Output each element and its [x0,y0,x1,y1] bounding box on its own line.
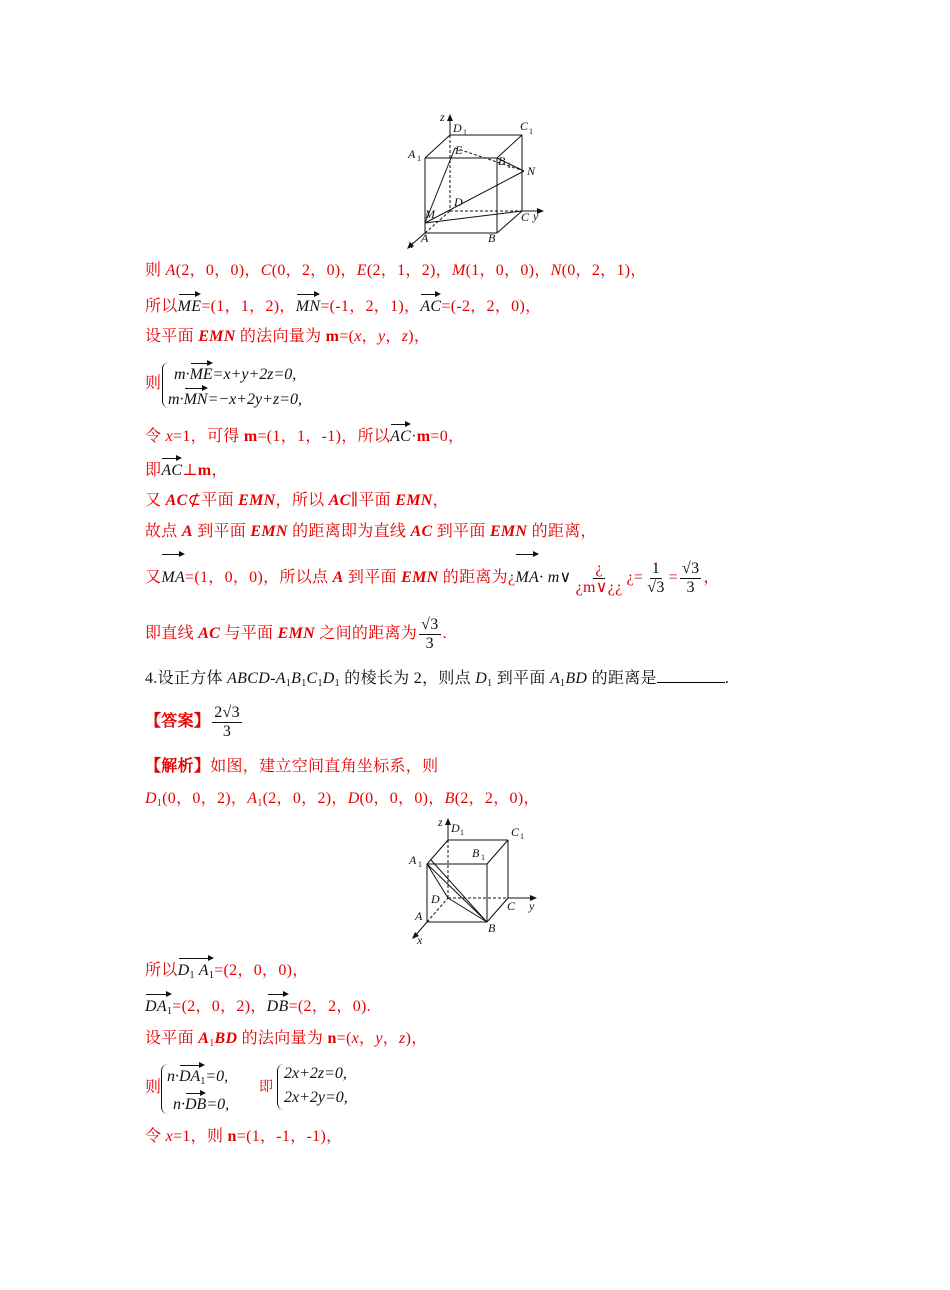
solution-line-distance-calc: 又MA=(1，0，0)，所以点 A 到平面 EMN 的距离为¿MA· m∨ $\frac{¿}{¿m\vee¿¿}$ ¿= $\frac{1}{√3}$ = $\frac{√3}{3}$ ， [145,552,720,596]
fig1-label-d: D [454,195,463,209]
solution-line-normal-2: 设平面 $A_1BD$ 的法向量为 n=(x，y，z)， [145,1030,428,1049]
solution-line-let-x-2: 令 x=1，则 n=(1，-1，-1)， [145,1128,343,1145]
brace [277,1064,284,1110]
svg-text:1: 1 [520,832,524,841]
answer-blank [657,668,725,683]
fig1-label-n: N [527,164,536,178]
svg-text:1: 1 [417,154,421,163]
solution-line-distance-equiv: 故点 A 到平面 EMN 的距离即为直线 AC 到平面 EMN 的距离， [145,523,597,540]
solution-line-perp: 即AC⊥m， [145,456,228,482]
fig1-label-a: A [421,231,429,245]
fig2-label-y: y [529,899,535,913]
vector-me: ME [178,292,202,318]
solution-line-coords-2: $D_1(0$，0，2)，$A_1(2$，0，2)，D(0，0，0)，B(2，2，0)， [145,790,540,809]
cube-figure-2 [405,814,550,948]
svg-text:1: 1 [463,128,467,137]
svg-text:1: 1 [481,853,485,862]
fig2-label-b: B [488,921,496,935]
answer-label: 【答案】 [145,713,211,730]
answer-line: 【答案】 $\frac{2√3}{3}$ [145,703,240,740]
equation-row-4: n·DB=0, [173,1091,229,1115]
solution-line-coords: 则 A(2，0，0)，C(0，2，0)，E(2，1，2)，M(1，0，0)，N(0，2，1)， [145,262,647,279]
svg-text:1: 1 [418,860,422,869]
solution-system2-mid: 即 [259,1080,274,1095]
fig2-label-b1: B [472,846,480,860]
equation-row-1: m·ME=x+y+2z=0, [174,361,296,385]
fig1-label-b: B [488,231,496,245]
fig2-label-d: D [431,892,440,906]
fig1-label-x: x [408,237,414,251]
fig1-label-y: y [533,209,539,223]
fig2-label-c: C [507,899,516,913]
fig2-label-d1: D [451,821,460,835]
fig2-label-a1: A [409,853,417,867]
solution-line-da1-db: $DA_1=(2$，0，2)，DB=(2，2，0). [145,992,371,1023]
solution-system-label: 则 [145,375,162,392]
fig1-label-a1: A [408,147,416,161]
solution-line-normal: 设平面 EMN 的法向量为 m=(x，y，z)， [145,328,431,345]
solution-line-d1a1: 所以$D_1$ $A_1=(2$，0，0)， [145,956,309,987]
svg-text:1: 1 [529,127,533,136]
fig1-label-c: C [521,210,530,224]
equation-row-3: $n\cdot DA_1=0$, [167,1063,228,1092]
equation-row-5: 2x+2z=0, [284,1065,347,1082]
analysis-line: 【解析】如图，建立空间直角坐标系，则 [145,758,439,775]
fig2-label-c1: C [511,825,520,839]
fig1-label-c1: C [520,119,529,133]
question-4: 4.设正方体 ABCD-$A_1B_1C_1D_1$ 的棱长为 2，则点 $D_1$ 到平面 $A_1BD$ 的距离是 . [145,670,730,689]
fig1-label-m: M [425,207,435,221]
analysis-label: 【解析】 [145,758,211,775]
cube-figure-1 [400,108,550,253]
solution-line-conclusion: 即直线 AC 与平面 EMN 之间的距离为 $\frac{√3}{3}$ . [145,615,447,652]
vector-mn: MN [296,292,321,318]
svg-text:1: 1 [460,828,464,837]
solution-line-parallel: 又 AC⊄平面 EMN，所以 AC∥平面 EMN， [145,492,449,509]
solution-system2-label: 则 [145,1079,162,1096]
fig1-label-z: z [440,110,445,124]
equation-row-6: 2x+2y=0, [284,1089,348,1106]
fig1-label-b1: B [498,154,506,168]
fig2-label-a: A [415,909,423,923]
solution-line-let-x: 令 x=1，可得 m=(1，1，-1)，所以AC·m=0， [145,422,464,448]
fig2-label-z: z [438,815,443,829]
fig2-label-x: x [417,933,423,947]
svg-text:1: 1 [507,161,511,170]
fig1-label-d1: D [453,121,462,135]
equation-row-2: m·MN=−x+2y+z=0, [168,386,302,410]
vector-ac: AC [420,292,441,318]
fig1-label-e: E [455,143,463,157]
solution-line-vectors: 所以ME=(1，1，2)，MN=(-1，2，1)，AC=(-2，2，0)， [145,292,541,318]
